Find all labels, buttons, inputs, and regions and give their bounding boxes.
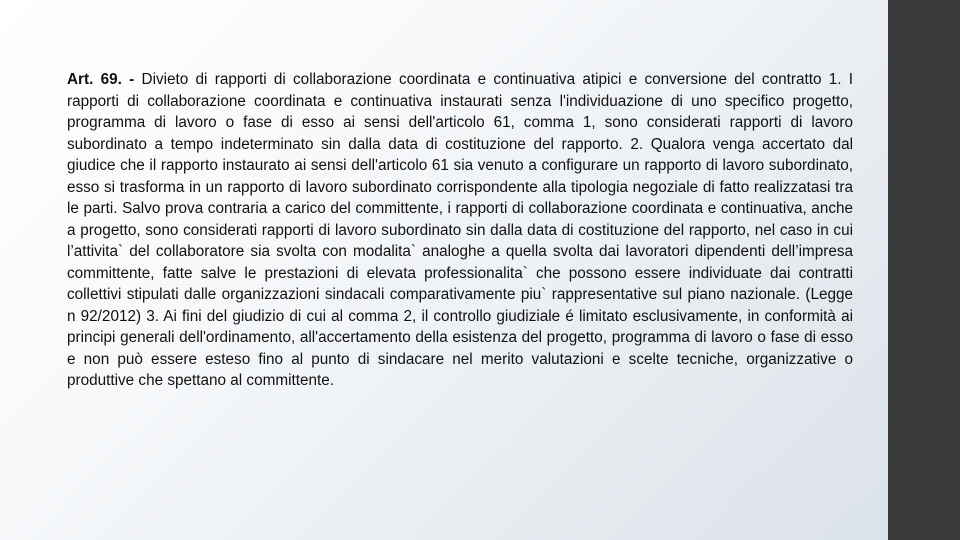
article-heading: Art. 69. -	[67, 71, 135, 88]
article-body: Divieto di rapporti di collaborazione coordinata e continuativa atipici e conversione del contratto 1. I rapporti di collaborazione coordinata e continuativa instaurati senza l'individuazione di uno specifico progetto, programma di lavoro o fase di esso ai sensi dell'articolo 61, comma 1, sono considerati rapporti di lavoro subordinato a tempo indeterminato sin dalla data di costituzione del rapporto. 2. Qualora venga accertato dal giudice che il rapporto instaurato ai sensi dell'articolo 61 sia venuto a configurare un rapporto di lavoro subordinato, esso si trasforma in un rapporto di lavoro subordinato corrispondente alla tipologia negoziale di fatto realizzatasi tra le parti. Salvo prova contraria a carico del committente, i rapporti di collaborazione coordinata e continuativa, anche a progetto, sono considerati rapporti di lavoro subordinato sin dalla data di costituzione del rapporto, nel caso in cui l’attivita` del collaboratore sia svolta con modalita` analoghe a quella svolta dai lavoratori dipendenti dell’impresa committente, fatte salve le prestazioni di elevata professionalita` che possono essere individuate dai contratti collettivi stipulati dalle organizzazioni sindacali comparativamente piu` rappresentative sul piano nazionale. (Legge n 92/2012) 3. Ai fini del giudizio di cui al comma 2, il controllo giudiziale é limitato esclusivamente, in conformità ai principi generali dell'ordinamento, all'accertamento della esistenza del progetto, programma di lavoro o fase di esso e non può essere esteso fino al punto di sindacare nel merito valutazioni e scelte tecniche, organizzative o produttive che spettano al committente.	[67, 71, 854, 389]
right-accent-bar	[888, 0, 960, 540]
article-text	[67, 69, 853, 392]
